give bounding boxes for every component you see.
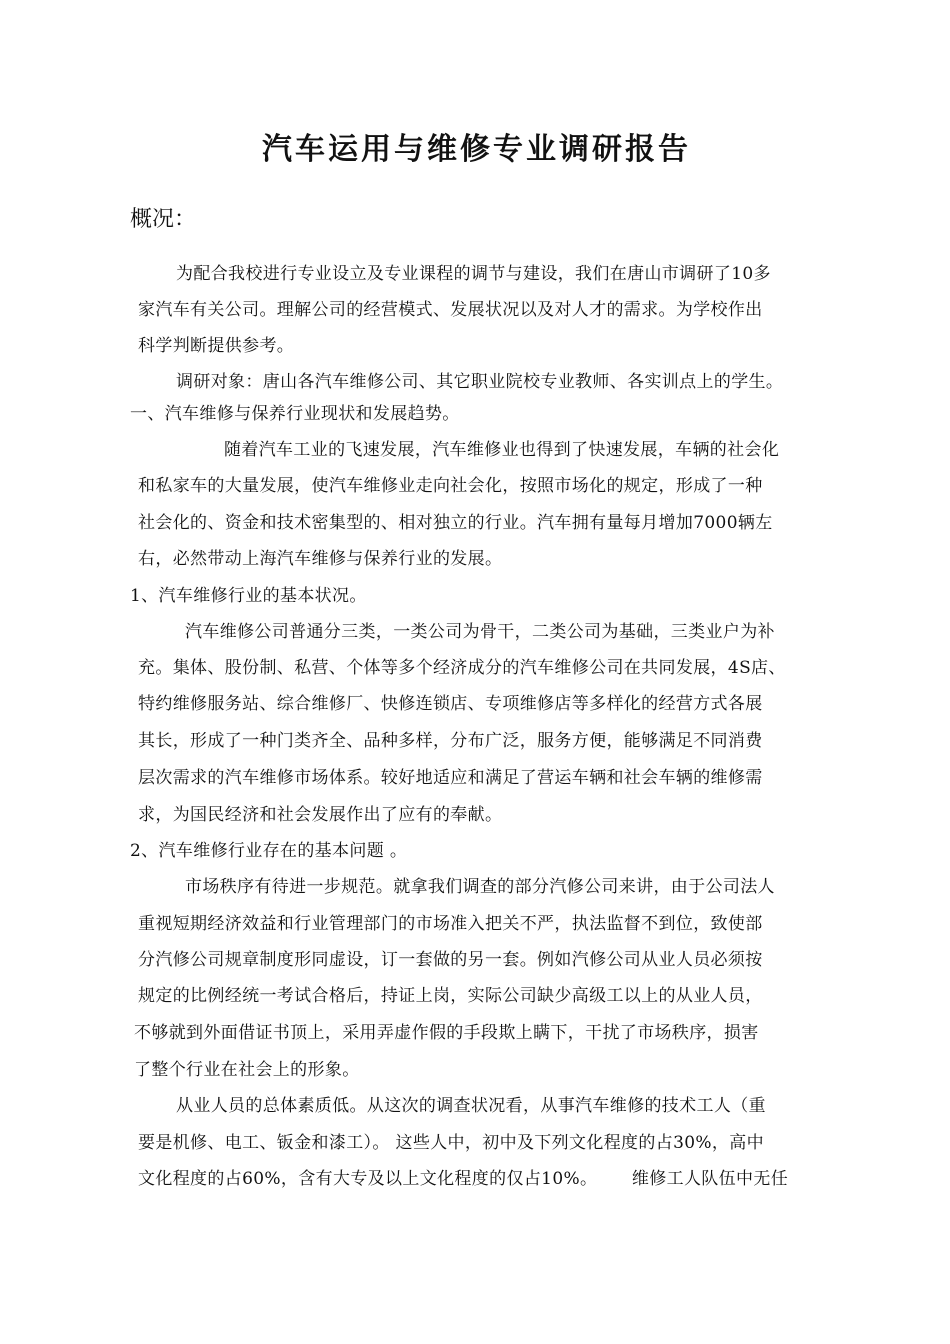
paragraph-line: 规定的比例经统一考试合格后，持证上岗，实际公司缺少高级工以上的从业人员， bbox=[138, 986, 763, 1006]
paragraph-line: 市场秩序有待进一步规范。就拿我们调查的部分汽修公司来讲，由于公司法人 bbox=[185, 877, 775, 897]
paragraph-line: 从业人员的总体素质低。从这次的调查状况看，从事汽车维修的技术工人（重 bbox=[176, 1096, 766, 1116]
paragraph-line: 充。集体、股份制、私营、个体等多个经济成分的汽车维修公司在共同发展，4S店、 bbox=[138, 658, 786, 678]
paragraph-line: 文化程度的占60%，含有大专及以上文化程度的仅占10%。 维修工人队伍中无任 bbox=[138, 1169, 789, 1189]
document-title: 汽车运用与维修专业调研报告 bbox=[262, 132, 691, 167]
paragraph-line: 汽车维修公司普通分三类，一类公司为骨干，二类公司为基础，三类业户为补 bbox=[185, 622, 775, 642]
paragraph-line: 社会化的、资金和技术密集型的、相对独立的行业。汽车拥有量每月增加7000辆左 bbox=[138, 513, 773, 533]
paragraph-line: 特约维修服务站、综合维修厂、快修连锁店、专项维修店等多样化的经营方式各展 bbox=[138, 694, 763, 714]
section-heading: 1、汽车维修行业的基本状况。 bbox=[130, 586, 367, 606]
section-heading: 一、汽车维修与保养行业现状和发展趋势。 bbox=[130, 404, 460, 424]
paragraph-line: 不够就到外面借证书顶上，采用弄虚作假的手段欺上瞒下，干扰了市场秩序，损害 bbox=[134, 1023, 759, 1043]
paragraph-line: 重视短期经济效益和行业管理部门的市场准入把关不严，执法监督不到位，致使部 bbox=[138, 914, 763, 934]
paragraph-line: 和私家车的大量发展，使汽车维修业走向社会化，按照市场化的规定，形成了一种 bbox=[138, 476, 763, 496]
paragraph-line: 调研对象：唐山各汽车维修公司、其它职业院校专业教师、各实训点上的学生。 bbox=[176, 372, 784, 392]
paragraph-line: 为配合我校进行专业设立及专业课程的调节与建设，我们在唐山市调研了10多 bbox=[176, 264, 771, 284]
paragraph-line: 家汽车有关公司。理解公司的经营模式、发展状况以及对人才的需求。为学校作出 bbox=[138, 300, 763, 320]
section-heading: 2、汽车维修行业存在的基本问题 。 bbox=[130, 841, 408, 861]
paragraph-line: 了整个行业在社会上的形象。 bbox=[134, 1060, 360, 1080]
paragraph-line: 随着汽车工业的飞速发展，汽车维修业也得到了快速发展，车辆的社会化 bbox=[224, 440, 780, 460]
overview-heading: 概况： bbox=[130, 207, 197, 232]
paragraph-line: 求，为国民经济和社会发展作出了应有的奉献。 bbox=[138, 805, 503, 825]
paragraph-line: 要是机修、电工、钣金和漆工）。 这些人中，初中及下列文化程度的占30%，高中 bbox=[138, 1133, 764, 1153]
paragraph-line: 其长，形成了一种门类齐全、品种多样，分布广泛，服务方便，能够满足不同消费 bbox=[138, 731, 763, 751]
paragraph-line: 右，必然带动上海汽车维修与保养行业的发展。 bbox=[138, 549, 503, 569]
paragraph-line: 科学判断提供参考。 bbox=[138, 336, 295, 356]
paragraph-line: 层次需求的汽车维修市场体系。较好地适应和满足了营运车辆和社会车辆的维修需 bbox=[138, 768, 763, 788]
paragraph-line: 分汽修公司规章制度形同虚设，订一套做的另一套。例如汽修公司从业人员必须按 bbox=[138, 950, 763, 970]
